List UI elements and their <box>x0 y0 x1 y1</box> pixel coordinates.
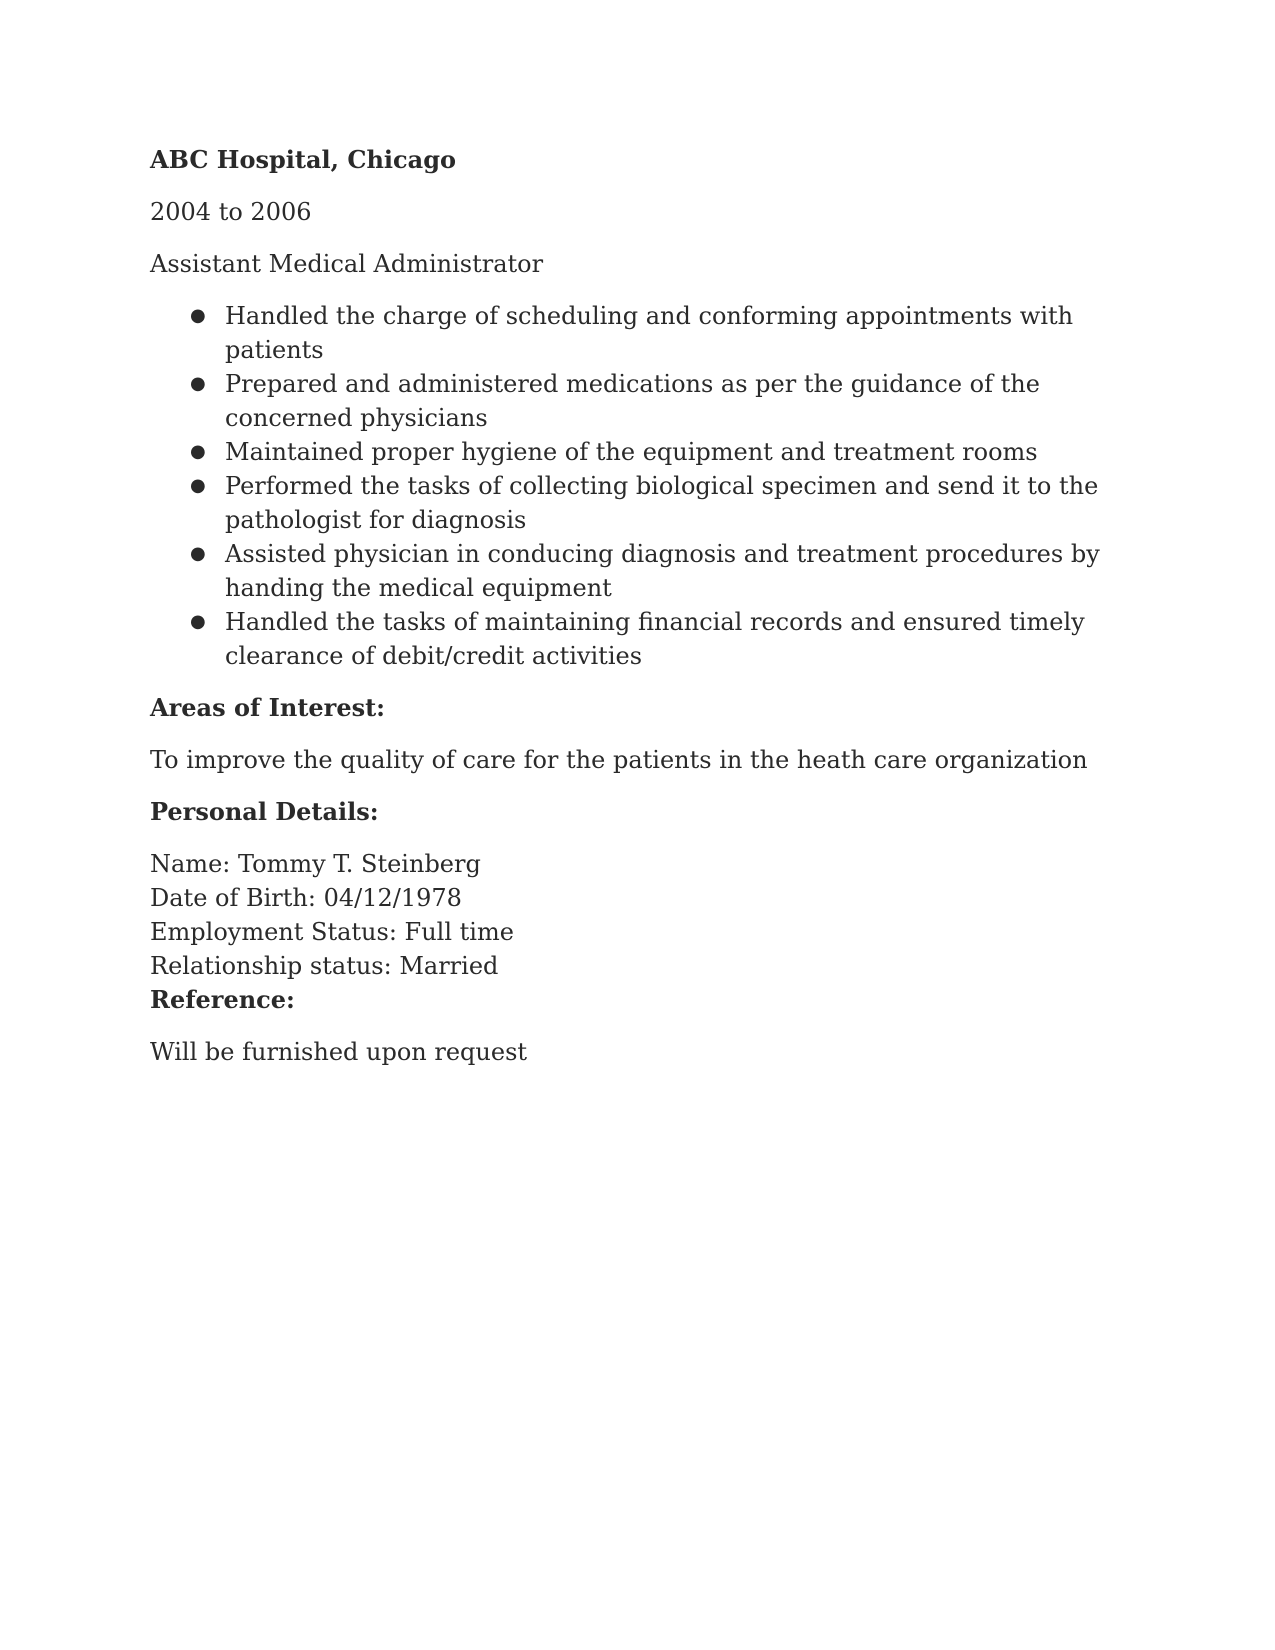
bullet-icon: ● <box>190 475 206 496</box>
duty-text: Handled the tasks of maintaining financial records and ensured timely clearance of debit/credit activities <box>225 608 1085 670</box>
personal-details-block <box>150 847 1130 983</box>
duty-text: Prepared and administered medications as per the guidance of the concerned physicians <box>225 370 1040 432</box>
list-item <box>150 469 1130 537</box>
duty-text: Performed the tasks of collecting biological specimen and send it to the pathologist for diagnosis <box>225 472 1099 534</box>
list-item <box>150 299 1130 367</box>
list-item <box>150 435 1130 469</box>
reference-heading: Reference: <box>150 985 295 1014</box>
list-item <box>150 367 1130 435</box>
bullet-icon: ● <box>190 441 206 462</box>
reference-text: Will be furnished upon request <box>150 1038 528 1066</box>
personal-dob: Date of Birth: 04/12/1978 <box>150 884 462 912</box>
interests-text: To improve the quality of care for the patients in the heath care organization <box>150 746 1088 774</box>
personal-name: Name: Tommy T. Steinberg <box>150 850 481 878</box>
personal-employment-status: Employment Status: Full time <box>150 918 514 946</box>
employer-heading: ABC Hospital, Chicago <box>150 145 456 174</box>
personal-details-heading: Personal Details: <box>150 797 379 826</box>
personal-relationship-status: Relationship status: Married <box>150 952 499 980</box>
bullet-icon: ● <box>190 305 206 326</box>
bullet-icon: ● <box>190 373 206 394</box>
job-title: Assistant Medical Administrator <box>150 250 544 278</box>
duty-text: Maintained proper hygiene of the equipment and treatment rooms <box>225 438 1038 466</box>
duty-text: Handled the charge of scheduling and conforming appointments with patients <box>225 302 1074 364</box>
interests-heading: Areas of Interest: <box>150 693 386 722</box>
list-item <box>150 537 1130 605</box>
duty-text: Assisted physician in conducing diagnosis and treatment procedures by handing the medical equipment <box>225 540 1100 602</box>
resume-page <box>150 143 1130 1069</box>
employment-period: 2004 to 2006 <box>150 198 312 226</box>
bullet-icon: ● <box>190 611 206 632</box>
bullet-icon: ● <box>190 543 206 564</box>
duties-list <box>150 299 1130 673</box>
list-item <box>150 605 1130 673</box>
